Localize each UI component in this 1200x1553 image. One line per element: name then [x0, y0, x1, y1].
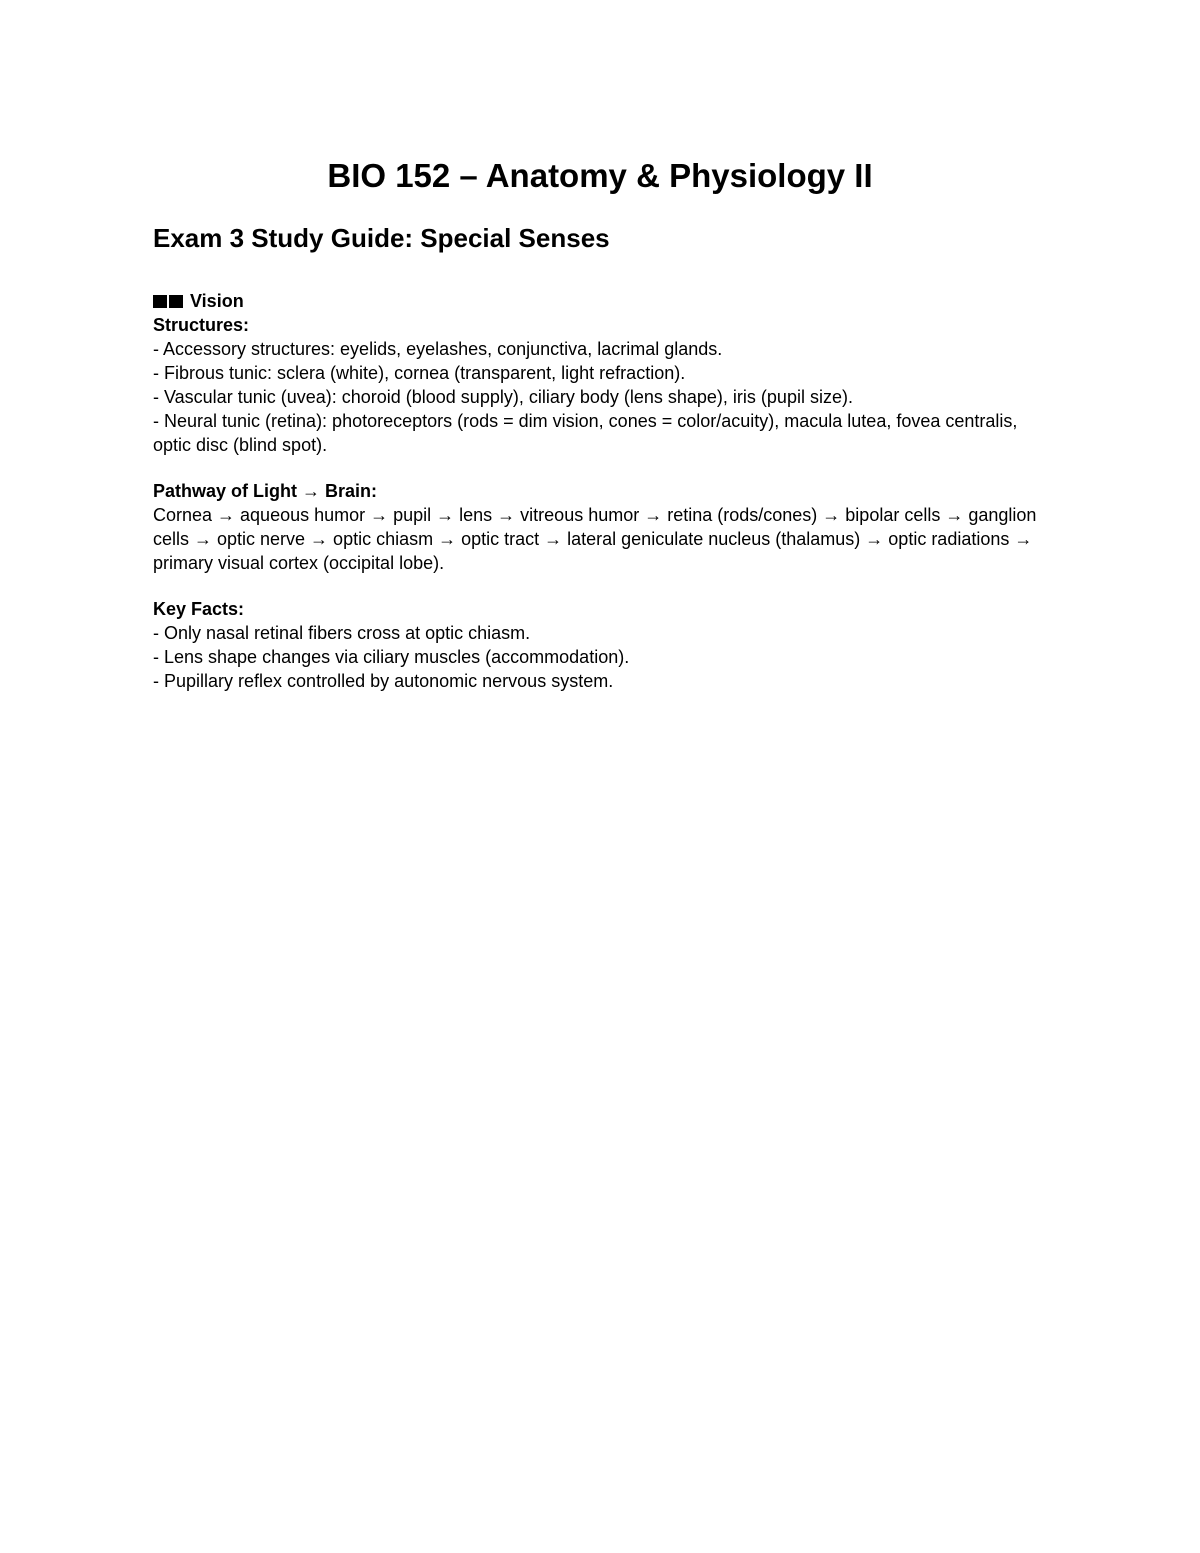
pathway-label: Pathway of Light → Brain: — [153, 481, 378, 501]
spacer — [153, 457, 1053, 479]
structures-item: - Vascular tunic (uvea): choroid (blood supply), ciliary body (lens shape), iris (pupil size). — [153, 387, 853, 407]
structures-label: Structures: — [153, 315, 250, 335]
key-facts-label: Key Facts: — [153, 599, 245, 619]
document-subtitle: Exam 3 Study Guide: Special Senses — [153, 223, 610, 253]
black-square-icon — [153, 295, 167, 308]
vision-section — [153, 289, 1053, 693]
black-square-icon — [169, 295, 183, 308]
structures-item: - Accessory structures: eyelids, eyelashes, conjunctiva, lacrimal glands. — [153, 339, 723, 359]
key-fact-item: - Pupillary reflex controlled by autonomic nervous system. — [153, 671, 614, 691]
vision-heading-label: Vision — [190, 291, 244, 311]
spacer — [153, 575, 1053, 597]
document-title: BIO 152 – Anatomy & Physiology II — [327, 157, 873, 194]
key-fact-item: - Lens shape changes via ciliary muscles (accommodation). — [153, 647, 630, 667]
structures-item: - Fibrous tunic: sclera (white), cornea (transparent, light refraction). — [153, 363, 686, 383]
structures-item: - Neural tunic (retina): photoreceptors (rods = dim vision, cones = color/acuity), macula lutea, fovea centralis, optic disc (blind spot). — [153, 411, 1018, 455]
pathway-text: Cornea → aqueous humor → pupil → lens → vitreous humor → retina (rods/cones) → bipolar cells → ganglion cells → optic nerve → optic chiasm → optic tract → lateral geniculate nucleus (thalamus) → optic radiations → primary visual cortex (occipital lobe). — [153, 505, 1037, 573]
vision-heading — [153, 289, 1053, 313]
key-fact-item: - Only nasal retinal fibers cross at optic chiasm. — [153, 623, 531, 643]
